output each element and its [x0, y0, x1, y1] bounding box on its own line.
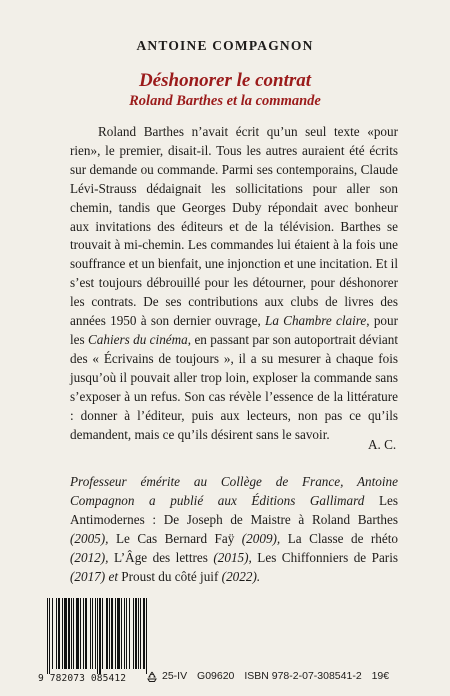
barcode-bar — [106, 598, 108, 669]
bio-work-5: Les Chiffonniers de Paris — [257, 549, 398, 565]
blurb-part-3: , en passant par son autoportrait déviant des « Écrivains de toujours », il a su mesurer à chaque fois jusqu’où il pouvait aller trop loin, exploser la commande sans s’exposer à un refus. Son cas révèle l’essence de la littérature : donner à l’éditeur, puis aux lecteurs, non pas ce qu’ils demandent, mais ce qu’ils désirent sans le savoir. — [70, 331, 398, 442]
barcode-digits: 9 782073 085412 — [38, 673, 127, 684]
bio-work-1: Les Antimodernes : De Joseph de Maistre à Roland Barthes — [70, 492, 398, 527]
barcode-bar — [102, 598, 103, 669]
barcode-bar — [49, 598, 50, 674]
author-name: ANTOINE COMPAGNON — [136, 38, 314, 53]
bio-and: et — [108, 568, 118, 584]
barcode — [38, 598, 150, 686]
barcode-bar — [124, 598, 125, 669]
barcode-bar — [76, 598, 79, 669]
price: 19€ — [371, 670, 390, 682]
bio-year-6: (2022). — [221, 568, 261, 584]
barcode-bars — [38, 598, 150, 676]
bio-year-5: (2017) — [70, 568, 106, 584]
barcode-bar — [135, 598, 137, 669]
barcode-bar — [58, 598, 60, 669]
barcode-bar — [143, 598, 145, 669]
bio-work-6: Proust du côté juif — [121, 568, 219, 584]
barcode-bar — [121, 598, 122, 669]
book-ref-cahiers: Cahiers du cinéma — [88, 331, 188, 347]
bio-year-3: (2012), — [70, 549, 109, 565]
barcode-bar — [73, 598, 74, 669]
blurb-part-1: Roland Barthes n’avait écrit qu’un seul texte «pour rien», le premier, disait-il. Tous les autres auraient été écrits sur demande ou commande. Parmi ses contemporains, Claude Lévi-Strauss dédaignait les sollicitations pour aller son chemin, tandis que Georges Duby répondait avec bonheur aux invitations des éditeurs et de la télévision. Barthes se trouvait à mi-chemin. Les commandes lui étaient à la fois une souffrance et un bienfait, une injonction et une incitation. Et il s’est toujours débrouillé pour les détourner, pour déshonorer les contrats. De ses contributions aux clubs de livres des années 1950 à son dernier ouvrage, — [70, 124, 398, 329]
bio-year-2: (2009), — [241, 530, 281, 546]
book-subtitle: Roland Barthes et la commande — [129, 93, 321, 109]
barcode-bar — [126, 598, 127, 669]
author-bio — [70, 473, 398, 586]
bio-paragraph — [70, 473, 398, 586]
barcode-bar — [146, 598, 147, 674]
book-title: Déshonorer le contrat — [138, 70, 312, 91]
bio-year-1: (2005), — [70, 530, 109, 546]
barcode-bar — [83, 598, 84, 669]
barcode-bar — [95, 598, 96, 669]
barcode-bar — [129, 598, 130, 669]
barcode-bar — [140, 598, 141, 669]
bio-work-4: L’Âge des lettres — [113, 549, 208, 565]
barcode-bar — [133, 598, 134, 669]
blurb-paragraph — [70, 123, 398, 444]
barcode-bar — [47, 598, 48, 674]
barcode-bar — [117, 598, 120, 669]
blurb-part-2: , pour les — [70, 313, 398, 347]
blurb-text — [70, 123, 398, 444]
catalog-code: G09620 — [197, 670, 235, 682]
signature-initials: A. C. — [368, 437, 397, 452]
barcode-bar — [109, 598, 110, 669]
barcode-bar — [115, 598, 116, 669]
bio-work-2: Le Cas Bernard Faÿ — [115, 530, 235, 546]
recycle-icon — [146, 671, 158, 683]
bio-intro: Professeur émérite au Collège de France, Antoine Compagnon a publié aux Éditions Gallimard — [70, 474, 398, 508]
barcode-bar — [62, 598, 63, 669]
barcode-bar — [97, 598, 98, 674]
bio-year-4: (2015), — [213, 549, 252, 565]
barcode-bar — [52, 598, 53, 669]
barcode-bar — [92, 598, 93, 669]
isbn: ISBN 978-2-07-308541-2 — [244, 670, 362, 682]
bio-work-3: La Classe de rhéto — [287, 530, 398, 546]
barcode-bar — [111, 598, 113, 669]
barcode-bar — [85, 598, 87, 669]
price-line — [162, 670, 442, 682]
barcode-bar — [68, 598, 70, 669]
barcode-bar — [138, 598, 139, 669]
barcode-bar — [71, 598, 72, 669]
book-ref-chambre-claire: La Chambre claire — [265, 313, 367, 329]
barcode-bar — [99, 598, 101, 674]
barcode-bar — [90, 598, 91, 669]
barcode-bar — [56, 598, 57, 669]
barcode-bar — [64, 598, 67, 669]
barcode-bar — [80, 598, 81, 669]
printing-code: 25-IV — [162, 670, 188, 682]
